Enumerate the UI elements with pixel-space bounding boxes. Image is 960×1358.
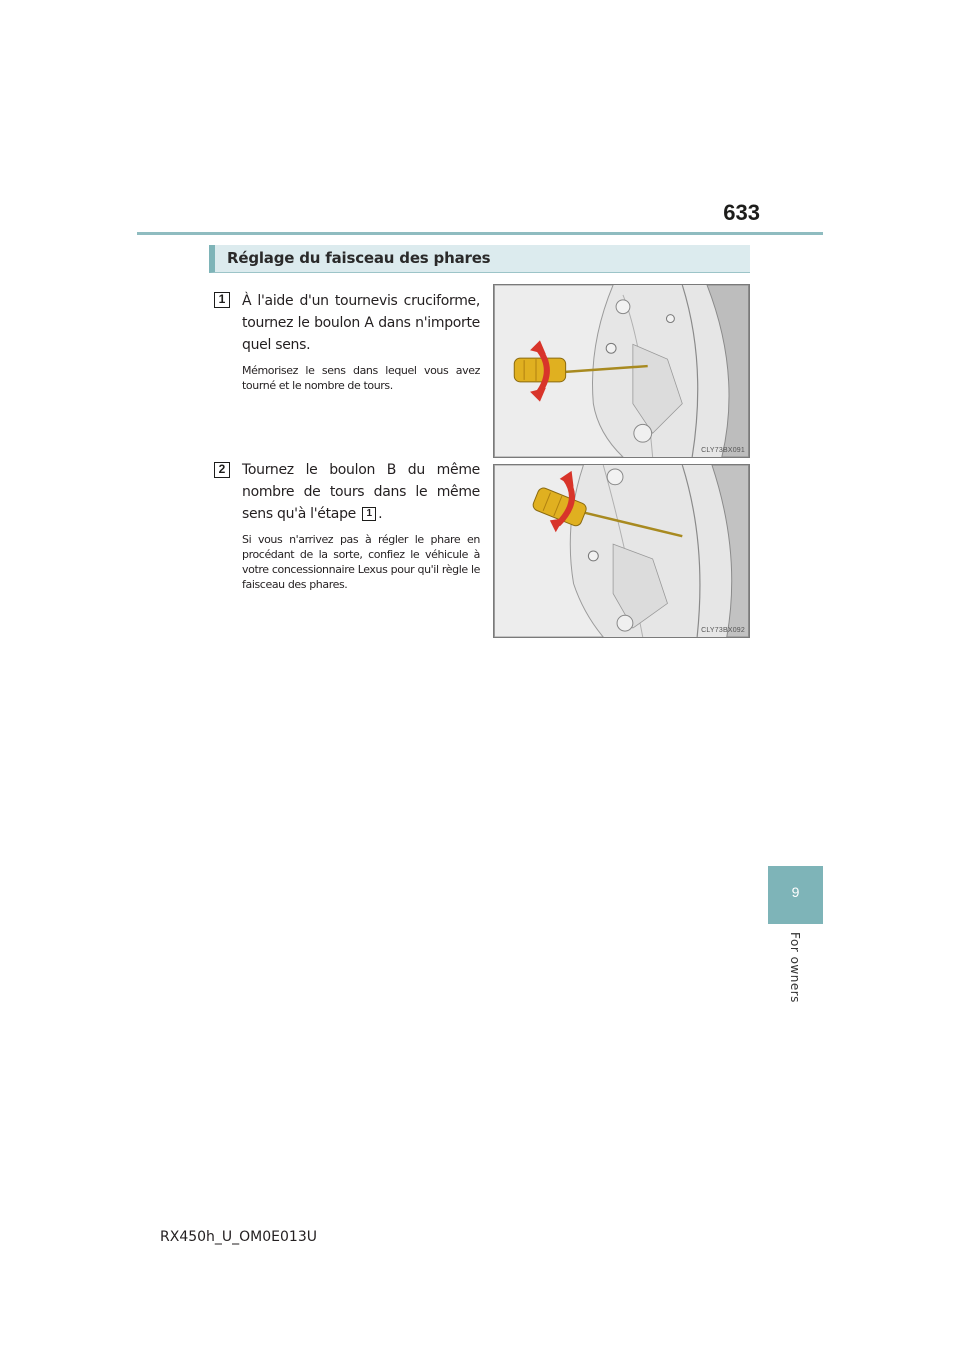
figure-bolt-a — [493, 284, 750, 458]
headlight-illustration-1 — [494, 285, 749, 457]
chapter-label: For owners — [788, 932, 802, 1003]
step-ref-badge: 1 — [362, 507, 376, 521]
step-1-badge: 1 — [214, 292, 230, 308]
step-1-text: À l'aide d'un tournevis cruciforme, tournez le boulon A dans n'importe quel sens. — [242, 293, 480, 353]
header-rule — [137, 232, 823, 235]
footer-document-code: RX450h_U_OM0E013U — [160, 1229, 317, 1245]
section-header — [209, 245, 750, 273]
figure-2-code: CLY73BX092 — [701, 627, 745, 634]
chapter-tab — [768, 866, 823, 924]
page-number: 633 — [723, 200, 760, 225]
step-2-note: Si vous n'arrivez pas à régler le phare en procédant de la sorte, confiez le véhicule à votre concessionnaire Lexus pour qu'il règle le faisceau des phares. — [242, 533, 480, 591]
chapter-number: 9 — [791, 884, 800, 900]
step-2-text-end: . — [378, 506, 383, 522]
step-2-text-main: Tournez le boulon B du même nombre de tours dans le même sens qu'à l'étape — [242, 462, 480, 522]
headlight-illustration-2 — [494, 465, 749, 637]
figure-1-code: CLY73BX091 — [701, 447, 745, 454]
step-2-text — [242, 459, 480, 525]
figure-bolt-b — [493, 464, 750, 638]
step-1-note: Mémorisez le sens dans lequel vous avez tourné et le nombre de tours. — [242, 364, 480, 392]
section-title: Réglage du faisceau des phares — [227, 249, 491, 267]
step-2-badge: 2 — [214, 462, 230, 478]
